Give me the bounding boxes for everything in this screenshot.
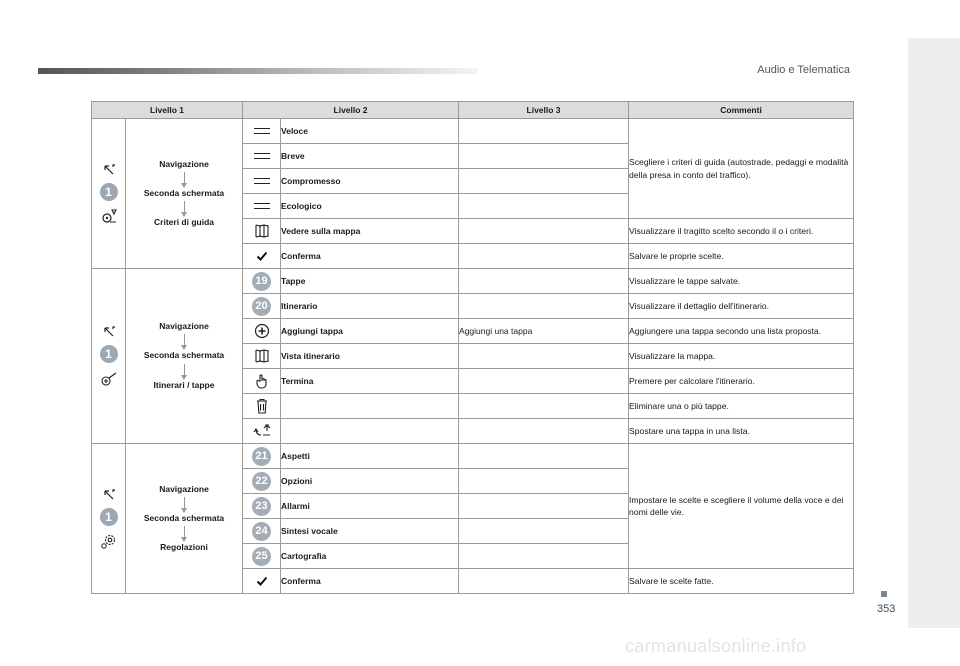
level3-cell (459, 169, 629, 194)
section-title: Audio e Telematica (757, 64, 850, 76)
check-icon (256, 575, 268, 587)
icon-cell (243, 144, 281, 169)
level3-cell (459, 369, 629, 394)
level3-cell (459, 394, 629, 419)
level1-cell (92, 444, 126, 594)
comment-cell: Impostare le scelte e scegliere il volume della voce e dei nomi delle vie. (629, 444, 854, 569)
icon-cell (243, 469, 281, 494)
column-header: Commenti (629, 102, 854, 119)
route-stops-icon (100, 369, 118, 387)
icon-cell (243, 219, 281, 244)
number-badge: 24 (252, 522, 271, 541)
comment-cell: Visualizzare le tappe salvate. (629, 269, 854, 294)
criteria-settings-icon (100, 207, 118, 225)
icon-cell (243, 269, 281, 294)
number-badge: 25 (252, 547, 271, 566)
table-header-row (92, 102, 854, 119)
option-label: Conferma (281, 244, 459, 269)
option-label: Ecologico (281, 194, 459, 219)
page-edge-strip (908, 38, 960, 628)
level2-subtitle: Seconda schermata (143, 350, 225, 361)
icon-cell (243, 119, 281, 144)
bar-icon (254, 128, 270, 134)
settings-table (91, 101, 854, 594)
level2-cell (126, 119, 243, 269)
level3-cell (459, 194, 629, 219)
comment-cell: Visualizzare il dettaglio dell'itinerario. (629, 294, 854, 319)
add-stop-icon (254, 323, 270, 339)
option-label: Aggiungi tappa (281, 319, 459, 344)
level3-cell: Aggiungi una tappa (459, 319, 629, 344)
column-header: Livello 1 (92, 102, 243, 119)
bar-icon (254, 178, 270, 184)
number-badge: 20 (252, 297, 271, 316)
icon-cell (243, 244, 281, 269)
page-marker (881, 591, 887, 597)
option-label: Veloce (281, 119, 459, 144)
icon-cell (243, 169, 281, 194)
level1-cell (92, 269, 126, 444)
level2-cell (126, 269, 243, 444)
level1-cell (92, 119, 126, 269)
navigation-arrow-icon (102, 488, 116, 502)
option-label: Allarmi (281, 494, 459, 519)
icon-cell (243, 319, 281, 344)
hand-icon (254, 373, 270, 389)
option-label (281, 419, 459, 444)
level2-item: Criteri di guida (154, 217, 214, 228)
bar-icon (254, 153, 270, 159)
level3-cell (459, 494, 629, 519)
option-label: Itinerario (281, 294, 459, 319)
watermark: carmanualsonline.info (625, 636, 807, 656)
comment-cell: Salvare le scelte fatte. (629, 569, 854, 594)
option-label: Vedere sulla mappa (281, 219, 459, 244)
flow-arrow (184, 497, 185, 509)
bar-icon (254, 203, 270, 209)
level3-cell (459, 419, 629, 444)
level3-cell (459, 569, 629, 594)
level3-cell (459, 269, 629, 294)
icon-cell (243, 444, 281, 469)
level2-item: Itinerari / tappe (153, 379, 215, 390)
level2-title: Navigazione (159, 483, 209, 494)
level2-item: Regolazioni (160, 542, 208, 553)
option-label: Cartografia (281, 544, 459, 569)
icon-cell (243, 394, 281, 419)
icon-cell (243, 569, 281, 594)
flow-arrow (184, 172, 185, 184)
number-badge: 22 (252, 472, 271, 491)
option-label: Tappe (281, 269, 459, 294)
flow-arrow (184, 364, 185, 376)
number-badge: 23 (252, 497, 271, 516)
navigation-arrow-icon (102, 325, 116, 339)
comment-cell: Visualizzare il tragitto scelto secondo il o i criteri. (629, 219, 854, 244)
comment-cell: Premere per calcolare l'itinerario. (629, 369, 854, 394)
number-badge: 21 (252, 447, 271, 466)
comment-cell: Aggiungere una tappa secondo una lista proposta. (629, 319, 854, 344)
option-label: Conferma (281, 569, 459, 594)
flow-arrow (184, 526, 185, 538)
level2-subtitle: Seconda schermata (143, 187, 225, 198)
option-label: Termina (281, 369, 459, 394)
icon-cell (243, 194, 281, 219)
check-icon (256, 250, 268, 262)
level2-title: Navigazione (159, 321, 209, 332)
navigation-arrow-icon (102, 163, 116, 177)
option-label (281, 394, 459, 419)
option-label: Sintesi vocale (281, 519, 459, 544)
reorder-icon (252, 423, 272, 439)
settings-gear-icon (100, 532, 118, 550)
icon-cell (243, 544, 281, 569)
level2-cell (126, 444, 243, 594)
level2-subtitle: Seconda schermata (143, 512, 225, 523)
option-label: Aspetti (281, 444, 459, 469)
comment-cell: Scegliere i criteri di guida (autostrade, pedaggi e modalità della presa in conto del traffico). (629, 119, 854, 219)
level3-cell (459, 469, 629, 494)
level3-cell (459, 144, 629, 169)
level3-cell (459, 519, 629, 544)
page-number: 353 (877, 603, 896, 615)
icon-cell (243, 494, 281, 519)
table-row (92, 444, 854, 469)
icon-cell (243, 294, 281, 319)
trash-icon (255, 398, 269, 414)
icon-cell (243, 369, 281, 394)
number-badge: 19 (252, 272, 271, 291)
level3-cell (459, 294, 629, 319)
level1-badge: 1 (100, 508, 118, 526)
table-row (92, 119, 854, 144)
level1-badge: 1 (100, 345, 118, 363)
level1-badge: 1 (100, 183, 118, 201)
level2-title: Navigazione (159, 158, 209, 169)
map-icon (254, 348, 270, 364)
column-header: Livello 3 (459, 102, 629, 119)
level3-cell (459, 444, 629, 469)
option-label: Breve (281, 144, 459, 169)
icon-cell (243, 519, 281, 544)
icon-cell (243, 419, 281, 444)
table-row (92, 269, 854, 294)
level3-cell (459, 219, 629, 244)
option-label: Compromesso (281, 169, 459, 194)
flow-arrow (184, 334, 185, 346)
comment-cell: Spostare una tappa in una lista. (629, 419, 854, 444)
level3-cell (459, 344, 629, 369)
comment-cell: Salvare le proprie scelte. (629, 244, 854, 269)
flow-arrow (184, 201, 185, 213)
map-icon (254, 223, 270, 239)
level3-cell (459, 544, 629, 569)
comment-cell: Visualizzare la mappa. (629, 344, 854, 369)
section-header-bar (38, 68, 478, 74)
level3-cell (459, 119, 629, 144)
column-header: Livello 2 (243, 102, 459, 119)
option-label: Vista itinerario (281, 344, 459, 369)
level3-cell (459, 244, 629, 269)
option-label: Opzioni (281, 469, 459, 494)
icon-cell (243, 344, 281, 369)
comment-cell: Eliminare una o più tappe. (629, 394, 854, 419)
